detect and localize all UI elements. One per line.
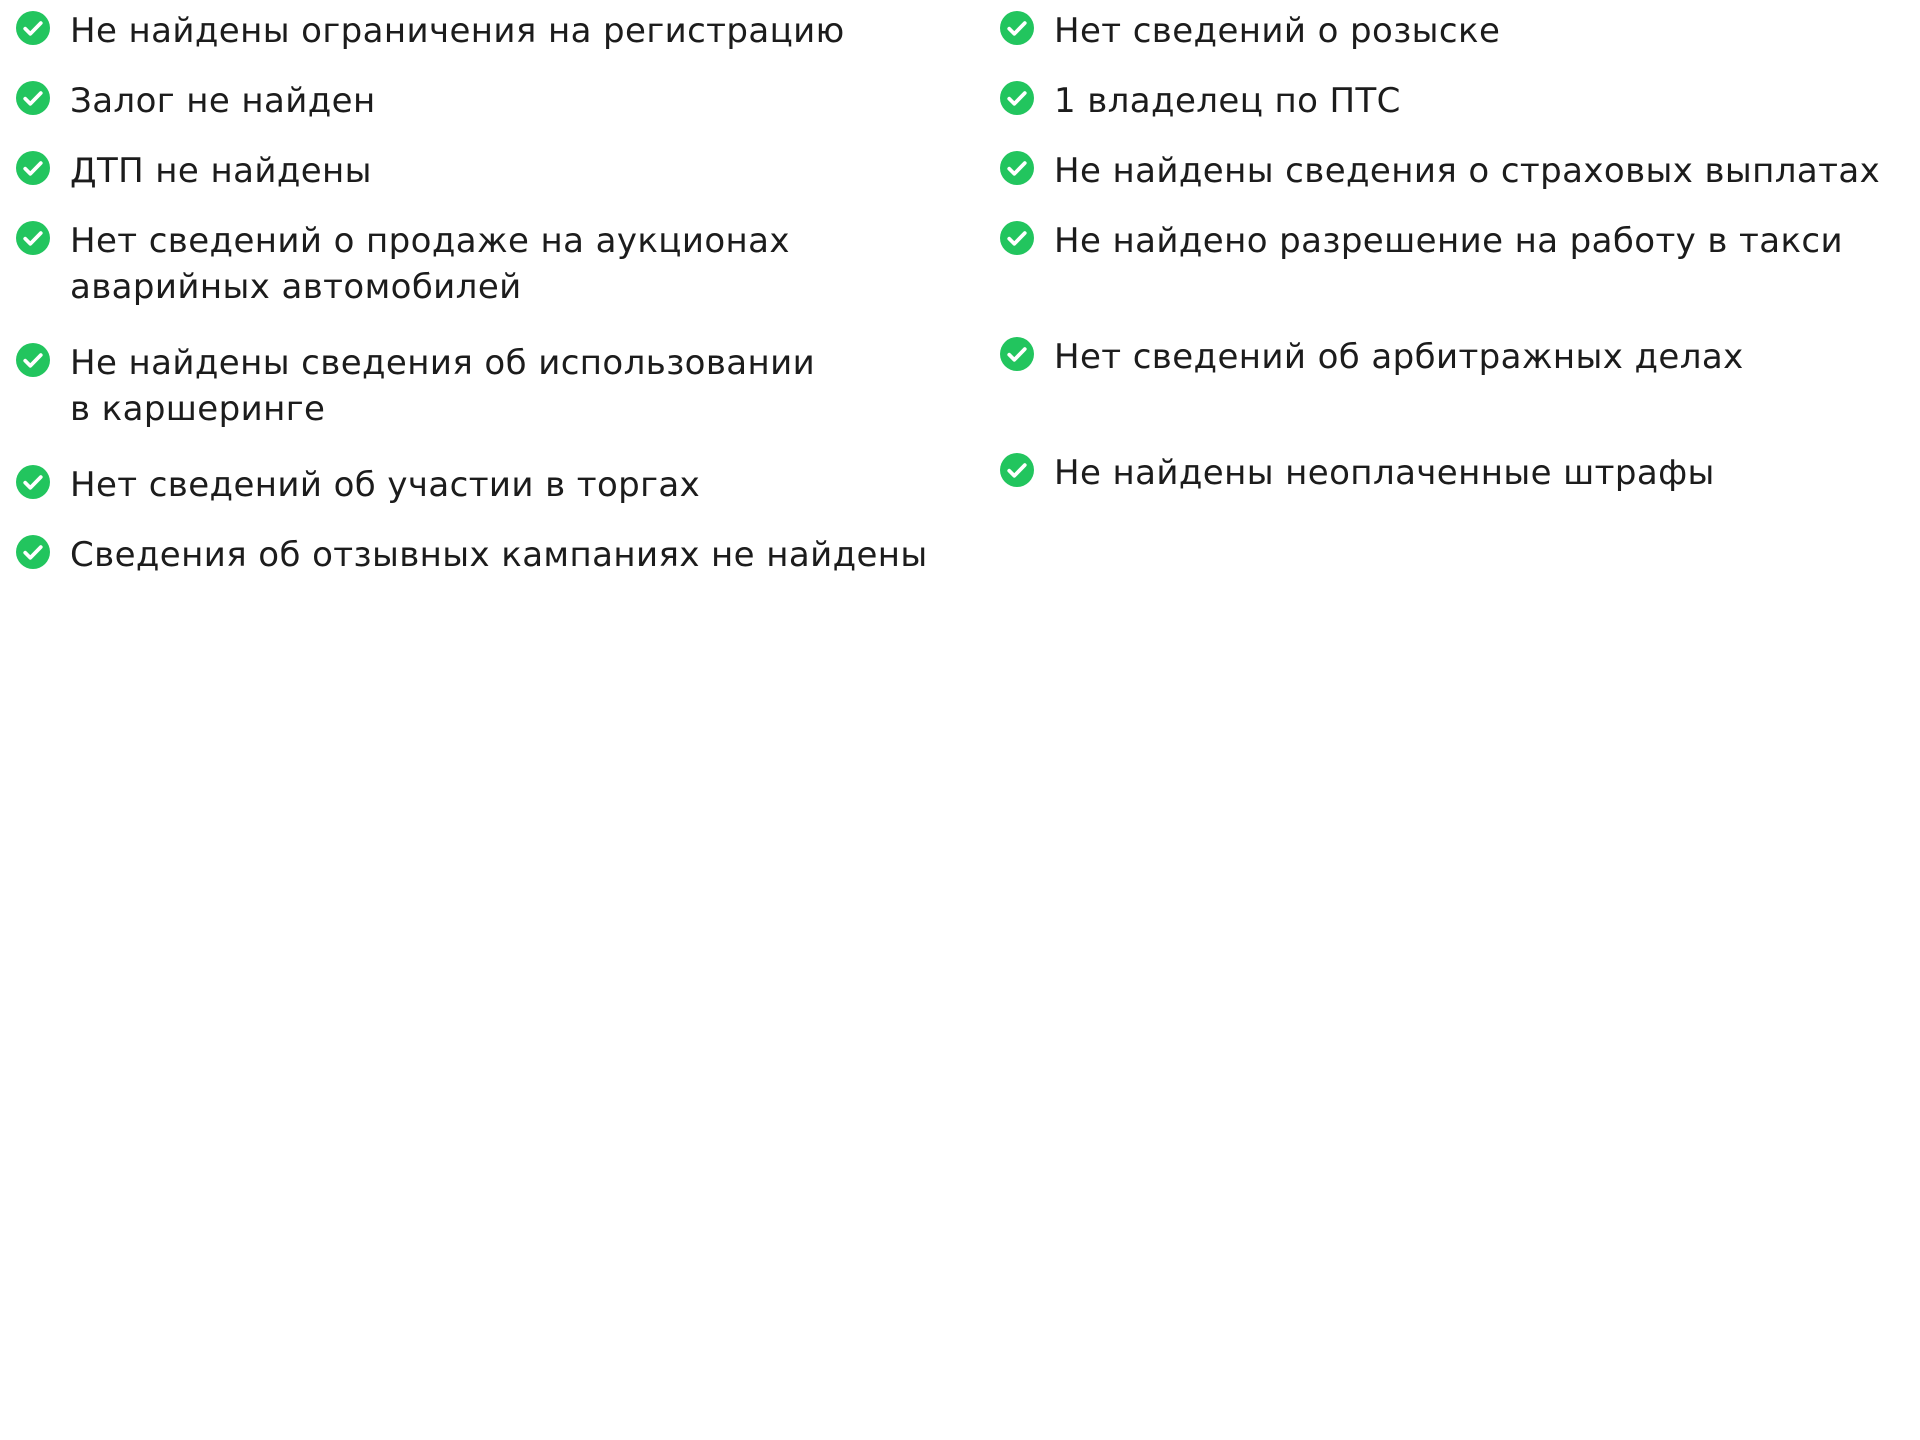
check-circle-icon [16,151,50,185]
check-item-label: Не найдены сведения о страховых выплатах [1054,151,1881,191]
check-item-tenders [16,462,976,508]
check-item-label: Не найдены ограничения на регистрацию [70,11,845,51]
check-item-wanted [1000,8,1900,54]
check-item-label: Не найдены сведения об использовании в каршеринге [70,343,816,429]
check-circle-icon [1000,337,1034,371]
check-list-right [1000,8,1900,520]
check-item-accidents [16,148,976,194]
check-circle-icon [1000,221,1034,255]
check-item-pledge [16,78,976,124]
check-circle-icon [1000,453,1034,487]
check-item-unpaid-fines [1000,450,1900,496]
check-item-label: Нет сведений о продаже на аукционах аварийных автомобилей [70,221,790,307]
check-list-left [16,8,976,602]
check-circle-icon [16,221,50,255]
check-circle-icon [16,535,50,569]
check-item-registration-restrictions [16,8,976,54]
check-item-label: Нет сведений об арбитражных делах [1054,337,1744,377]
check-circle-icon [16,11,50,45]
check-item-taxi-permit [1000,218,1900,264]
check-circle-icon [1000,11,1034,45]
check-item-insurance-payouts [1000,148,1900,194]
check-circle-icon [16,343,50,377]
check-item-label: Не найдены неоплаченные штрафы [1054,453,1715,493]
check-item-label: 1 владелец по ПТС [1054,81,1401,121]
check-circle-icon [1000,81,1034,115]
check-item-auctions [16,218,976,310]
check-item-owners [1000,78,1900,124]
check-circle-icon [1000,151,1034,185]
check-item-label: Нет сведений об участии в торгах [70,465,701,505]
check-item-label: Не найдено разрешение на работу в такси [1054,221,1844,261]
check-item-carsharing [16,340,976,432]
check-item-label: Нет сведений о розыске [1054,11,1501,51]
check-circle-icon [16,81,50,115]
check-item-label: Залог не найден [70,81,376,121]
check-item-recall-campaigns [16,532,976,578]
check-item-label: Сведения об отзывных кампаниях не найдены [70,535,928,575]
check-item-arbitration [1000,334,1900,380]
check-item-label: ДТП не найдены [70,151,372,191]
check-circle-icon [16,465,50,499]
